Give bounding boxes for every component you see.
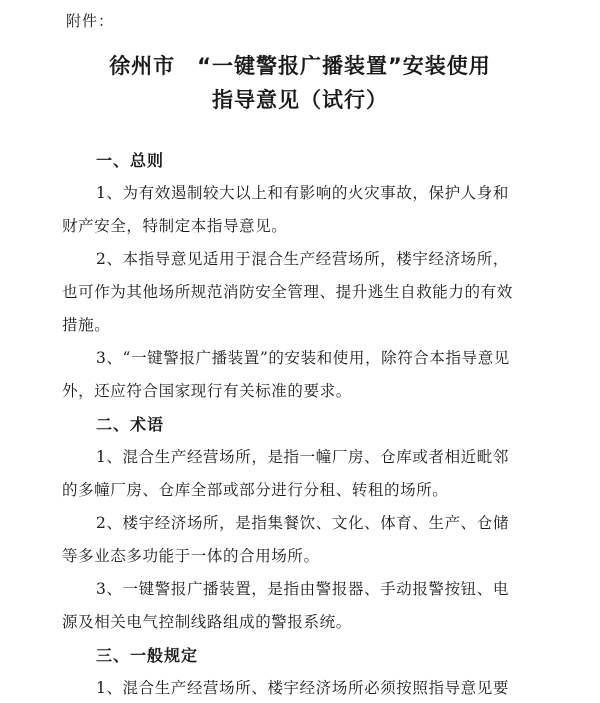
paragraph-line: 的多幢厂房、仓库全部或部分进行分租、转租的场所。 [62, 481, 449, 499]
paragraph-line: 1、为有效遏制较大以上和有影响的火灾事故，保护人身和 [96, 184, 509, 202]
paragraph-line: 财产安全，特制定本指导意见。 [62, 217, 288, 235]
section-heading-general: 一、总则 [96, 151, 165, 170]
paragraph-line: 源及相关电气控制线路组成的警报系统。 [62, 613, 352, 631]
paragraph-line: 外，还应符合国家现行有关标准的要求。 [62, 382, 352, 400]
paragraph-line: 1、混合生产经营场所、楼宇经济场所必须按照指导意见要 [96, 679, 509, 697]
document-title-line-1: 徐州市 “一键警报广播装置”安装使用 [109, 54, 491, 78]
paragraph-line: 2、楼宇经济场所，是指集餐饮、文化、体育、生产、仓储 [96, 514, 509, 532]
paragraph-line: 1、混合生产经营场所，是指一幢厂房、仓库或者相近毗邻 [96, 448, 509, 466]
paragraph-line: 也可作为其他场所规范消防安全管理、提升逃生自救能力的有效 [62, 283, 513, 301]
paragraph-line: 3、“一键警报广播装置”的安装和使用，除符合本指导意见 [96, 349, 510, 367]
paragraph-line: 2、本指导意见适用于混合生产经营场所，楼宇经济场所， [96, 250, 509, 268]
paragraph-line: 3、一键警报广播装置，是指由警报器、手动报警按钮、电 [96, 580, 509, 598]
document-title-line-2: 指导意见（试行） [212, 88, 388, 112]
section-heading-rules: 三、一般规定 [96, 646, 199, 665]
paragraph-line: 等多业态多功能于一体的合用场所。 [62, 547, 320, 565]
attachment-label: 附件： [66, 12, 115, 30]
paragraph-line: 措施。 [62, 316, 111, 334]
section-heading-terms: 二、术语 [96, 415, 165, 434]
